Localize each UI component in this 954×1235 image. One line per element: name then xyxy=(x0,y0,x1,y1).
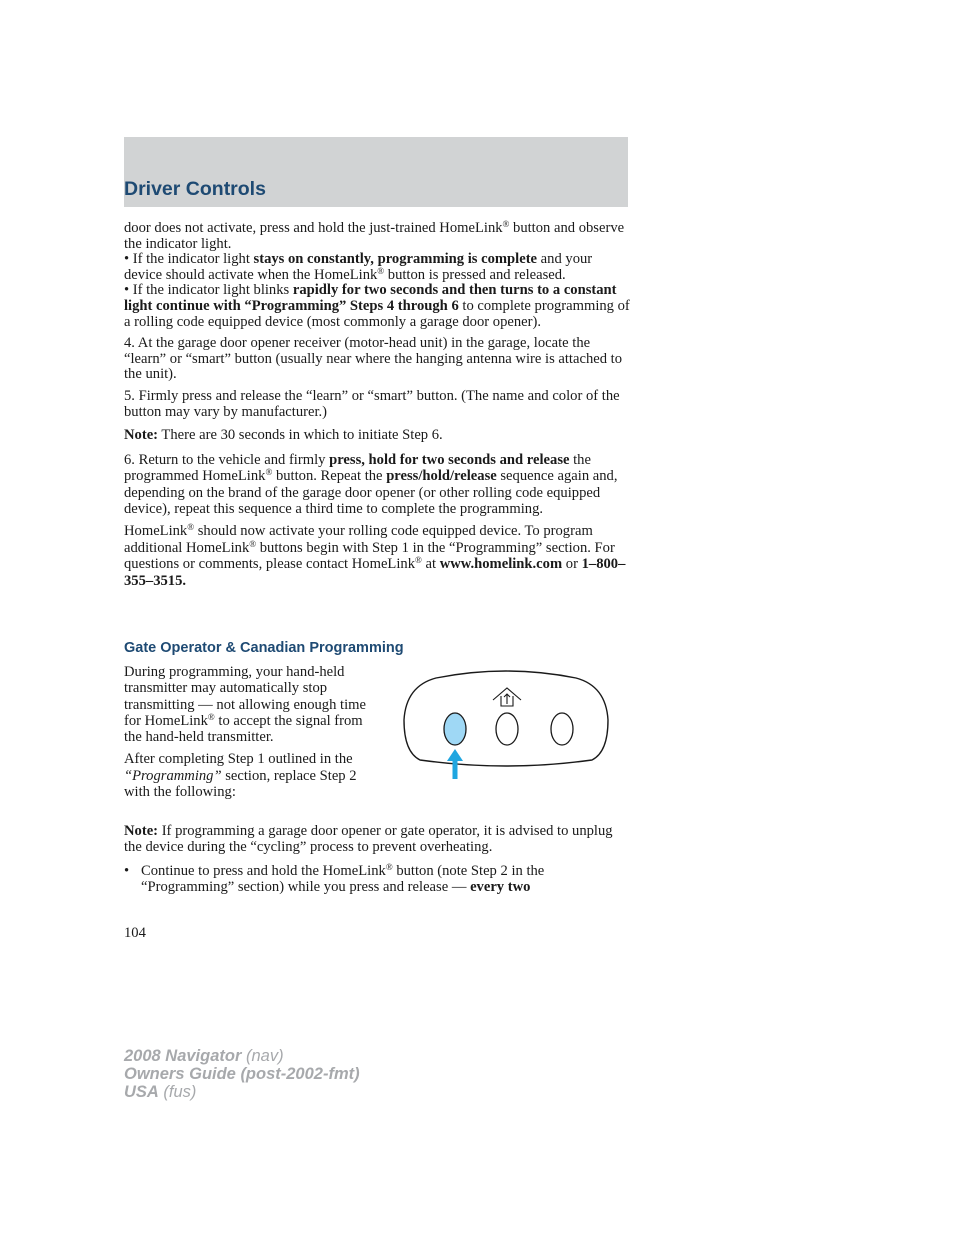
section-title: Gate Operator & Canadian Programming xyxy=(124,640,404,656)
button-panel-outline xyxy=(404,671,608,766)
paragraph-transmitter: During programming, your hand-held transmitter may automatically stop transmitting — not allowing enough time for HomeLink® to accept the signal from the hand-held transmitter. xyxy=(124,664,366,746)
homelink-url: www.homelink.com xyxy=(439,556,563,573)
garage-house-icon xyxy=(493,688,521,706)
gate-operator-lower xyxy=(124,823,630,895)
gate-operator-text xyxy=(124,664,374,800)
footer-line-1: 2008 Navigator (nav) xyxy=(124,1047,284,1065)
homelink-phone: 1–800–355–3515. xyxy=(124,556,626,589)
homelink-buttons-figure xyxy=(400,670,612,782)
step-6: 6. Return to the vehicle and firmly press, hold for two seconds and release the programmed HomeLink® button. Repeat the press/hold/release sequence again and, depending on the brand of the garage door opener (or other rolling code equipped device), repeat this sequence a third time to complete the programming. xyxy=(124,451,618,517)
step-5: 5. Firmly press and release the “learn” or “smart” button. (The name and color of the button may vary by manufacturer.) xyxy=(124,387,620,420)
footer-doc-info xyxy=(124,1047,360,1101)
step-4: 4. At the garage door opener receiver (motor-head unit) in the garage, locate the “learn” or “smart” button (usually near where the hanging antenna wire is attached to the unit). xyxy=(124,335,623,383)
page-title: Driver Controls xyxy=(124,178,266,200)
note-overheating: Note: If programming a garage door opener or gate operator, it is advised to unplug the device during the “cycling” process to prevent overheating. xyxy=(124,823,613,855)
homelink-button-3 xyxy=(551,713,573,745)
homelink-button-1 xyxy=(444,713,466,745)
paragraph-indicator: door does not activate, press and hold the just-trained HomeLink® button and observe the indicator light. xyxy=(124,219,625,252)
paragraph-contact-homelink: HomeLink® should now activate your rolling code equipped device. To program additional HomeLink® buttons begin with Step 1 in the “Programming” section. For questions or comments, please contact HomeLink® at www.homelink.com or 1–800–355–3515. xyxy=(124,522,626,589)
paragraph-replace-step: After completing Step 1 outlined in the “Programming” section, replace Step 2 with the following: xyxy=(124,751,357,801)
body-column-top xyxy=(124,221,630,589)
bullet-continue-press: • Continue to press and hold the HomeLink® button (note Step 2 in the “Programming” section) while you press and release — every two xyxy=(124,862,545,895)
footer-line-2: Owners Guide (post-2002-fmt) xyxy=(124,1065,360,1083)
footer-line-3: USA (fus) xyxy=(124,1083,197,1101)
bullet-blinks: • If the indicator light blinks rapidly for two seconds and then turns to a constant light continue with “Programming” Steps 4 through 6 to complete programming of a rolling code equipped device (most commonly a garage door opener). xyxy=(124,282,630,330)
note-30-seconds: Note: There are 30 seconds in which to initiate Step 6. xyxy=(124,427,443,444)
homelink-button-2 xyxy=(496,713,518,745)
page-number: 104 xyxy=(124,925,146,941)
bullet-constant-light: • If the indicator light stays on constantly, programming is complete and your device should activate when the HomeLink® button is pressed and released. xyxy=(124,251,593,283)
